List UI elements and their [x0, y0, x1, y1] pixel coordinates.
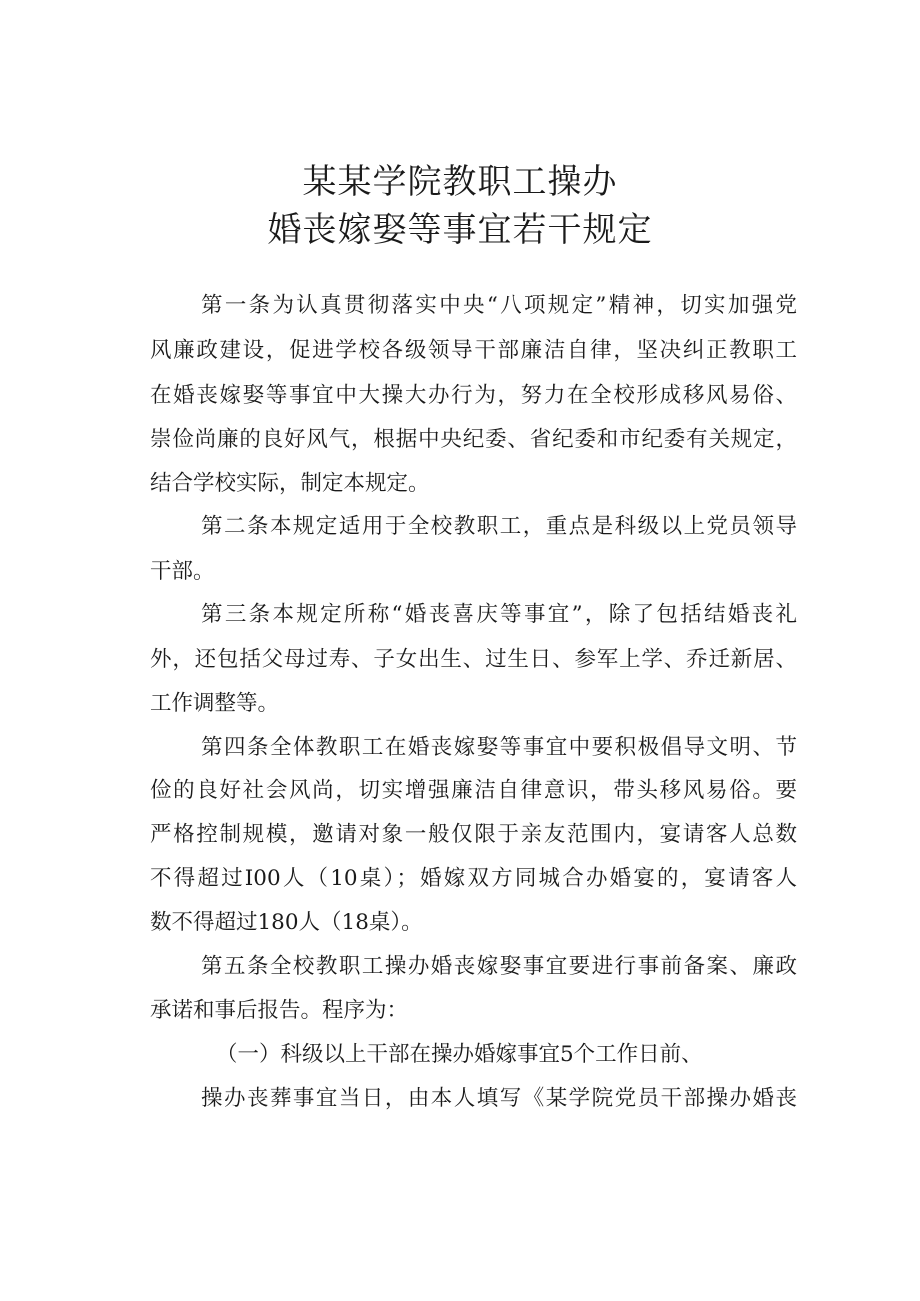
article-1-line: 崇俭尚廉的良好风气，根据中央纪委、省纪委和市纪委有关规定， — [150, 427, 797, 452]
article-1-line: 风廉政建设，促进学校各级领导干部廉洁自律，坚决纠正教职工 — [150, 338, 797, 363]
article-5-item-1-line: 操办丧葬事宜当日，由本人填写《某学院党员干部操办婚丧 — [201, 1086, 797, 1111]
article-4-line: 数不得超过180人（18桌）。 — [150, 910, 423, 935]
article-3-line: 工作调整等。 — [150, 691, 280, 716]
article-2-line: 干部。 — [150, 559, 215, 584]
article-1-line: 结合学校实际，制定本规定。 — [150, 471, 430, 496]
article-5-line: 承诺和事后报告。程序为： — [150, 998, 409, 1023]
article-1-line: 第一条为认真贯彻落实中央“八项规定”精神，切实加强党 — [201, 293, 797, 318]
article-3-line: 外，还包括父母过寿、子女出生、过生日、参军上学、乔迁新居、 — [150, 647, 797, 672]
article-2-line: 第二条本规定适用于全校教职工，重点是科级以上党员领导 — [201, 514, 797, 539]
document-title-line-1: 某某学院教职工操办 — [302, 162, 618, 202]
article-1-line: 在婚丧嫁娶等事宜中大操大办行为，努力在全校形成移风易俗、 — [150, 383, 797, 408]
document-title-line-2: 婚丧嫁娶等事宜若干规定 — [267, 210, 653, 250]
article-5-line: 第五条全校教职工操办婚丧嫁娶事宜要进行事前备案、廉政 — [201, 954, 797, 979]
article-4-line: 俭的良好社会风尚，切实增强廉洁自律意识，带头移风易俗。要 — [150, 778, 797, 803]
article-3-line: 第三条本规定所称“婚丧喜庆等事宜”，除了包括结婚丧礼 — [201, 602, 797, 627]
article-4-line: 严格控制规模，邀请对象一般仅限于亲友范围内，宴请客人总数 — [150, 822, 797, 847]
article-4-line: 第四条全体教职工在婚丧嫁娶等事宜中要积极倡导文明、节 — [201, 735, 797, 760]
article-5-item-1-line: （一）科级以上干部在操办婚嫁事宜5个工作日前、 — [216, 1042, 703, 1067]
article-4-line: 不得超过I00人（10桌）；婚嫁双方同城合办婚宴的，宴请客人 — [150, 866, 797, 891]
